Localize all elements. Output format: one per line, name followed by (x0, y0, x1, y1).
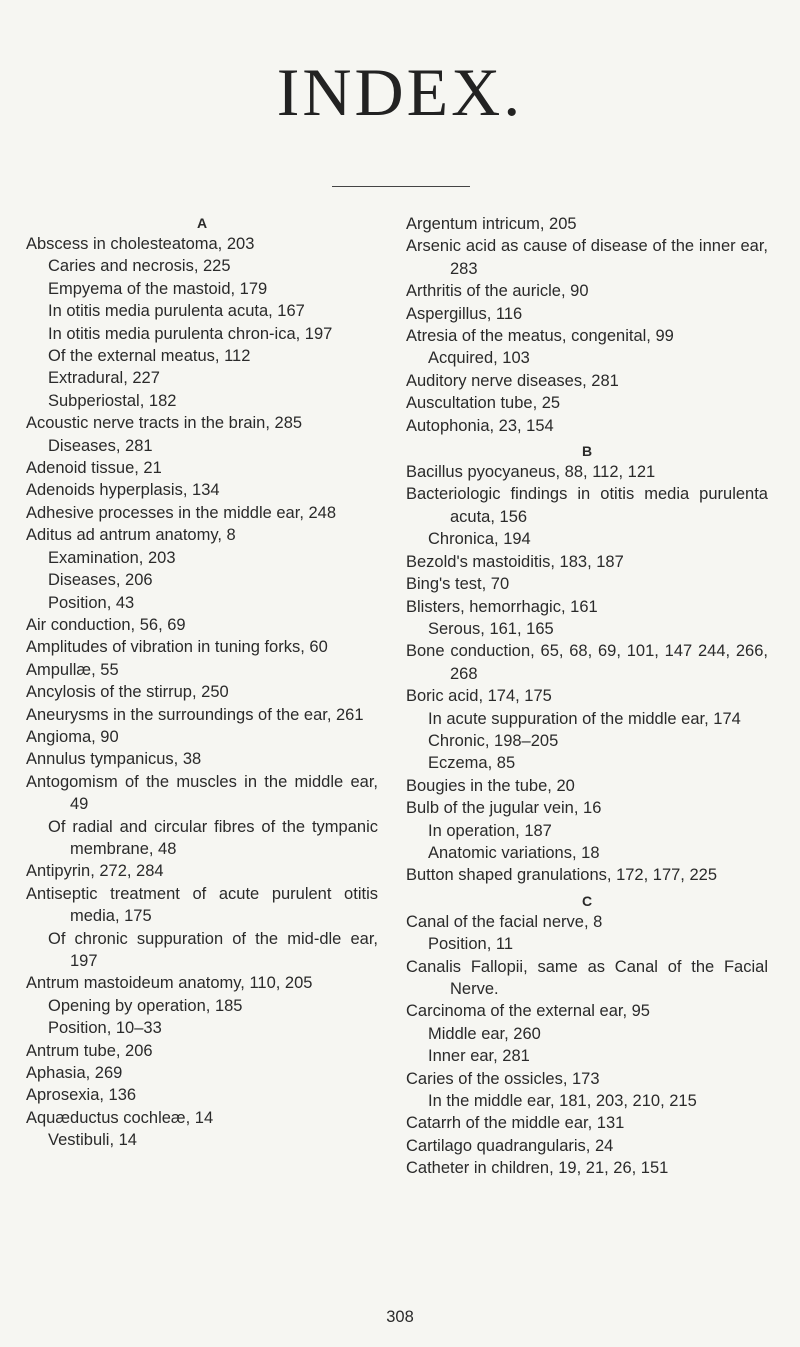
index-entry: Adenoid tissue, 21 (26, 459, 162, 478)
index-entry: Carcinoma of the external ear, 95 (406, 1002, 650, 1021)
entry-list-right-c (406, 911, 768, 1180)
index-entry: Acquired, 103 (428, 349, 530, 368)
index-entry: Opening by operation, 185 (48, 996, 243, 1015)
index-entry: Serous, 161, 165 (428, 619, 554, 638)
index-entry: Auscultation tube, 25 (406, 394, 561, 413)
index-entry: Amplitudes of vibration in tuning forks, 60 (26, 638, 328, 657)
index-entry: Canal of the facial nerve, 8 (406, 912, 603, 931)
index-entry: Button shaped granulations, 172, 177, 225 (406, 866, 717, 885)
index-entry: Of radial and circular fibres of the tympanic membrane, 48 (48, 817, 378, 858)
index-entry: Blisters, hemorrhagic, 161 (406, 597, 598, 616)
index-entry: Bing's test, 70 (406, 575, 510, 594)
index-entry: Angioma, 90 (26, 727, 119, 746)
index-entry: Antrum mastoideum anatomy, 110, 205 (26, 974, 313, 993)
index-entry: Arthritis of the auricle, 90 (406, 282, 589, 301)
index-entry: In the middle ear, 181, 203, 210, 215 (428, 1092, 697, 1111)
index-entry: Annulus tympanicus, 38 (26, 750, 202, 769)
index-entry: Autophonia, 23, 154 (406, 416, 554, 435)
index-entry: Bacillus pyocyaneus, 88, 112, 121 (406, 463, 656, 482)
title-divider (332, 186, 470, 187)
index-entry: Bone conduction, 65, 68, 69, 101, 147 244, 266, 268 (406, 642, 768, 683)
index-entry: Anatomic variations, 18 (428, 843, 600, 862)
page-number: 308 (386, 1308, 414, 1326)
index-entry: Argentum intricum, 205 (406, 215, 577, 233)
index-entry: Adenoids hyperplasis, 134 (26, 481, 220, 500)
index-entry: Arsenic acid as cause of disease of the inner ear, 283 (406, 237, 768, 278)
index-entry: Position, 43 (48, 593, 135, 612)
index-entry: Bacteriologic findings in otitis media purulenta acuta, 156 (406, 485, 768, 526)
section-heading-c: C (581, 892, 593, 909)
index-entry: Middle ear, 260 (428, 1024, 541, 1043)
index-entry: Subperiostal, 182 (48, 391, 177, 410)
index-column-right (406, 213, 768, 1180)
index-entry: Diseases, 206 (48, 571, 153, 590)
index-entry: Chronic, 198–205 (428, 731, 559, 750)
index-entry: Inner ear, 281 (428, 1047, 530, 1066)
index-entry: Aquæductus cochleæ, 14 (26, 1108, 214, 1127)
index-entry: Antrum tube, 206 (26, 1041, 153, 1060)
index-entry: Catarrh of the middle ear, 131 (406, 1114, 625, 1133)
index-entry: Canalis Fallopii, same as Canal of the Facial Nerve. (406, 957, 768, 998)
index-entry: Auditory nerve diseases, 281 (406, 371, 619, 390)
index-entry: Antogomism of the muscles in the middle ear, 49 (26, 772, 378, 814)
index-entry: In otitis media purulenta chron-ica, 197 (48, 324, 333, 343)
index-entry: Position, 10–33 (48, 1019, 162, 1038)
index-entry: Aprosexia, 136 (26, 1086, 137, 1105)
index-entry: Bougies in the tube, 20 (406, 776, 575, 795)
index-entry: Diseases, 281 (48, 436, 153, 455)
entry-list-right-b (406, 461, 768, 887)
index-entry: Acoustic nerve tracts in the brain, 285 (26, 414, 303, 433)
entry-list-left (26, 233, 378, 1152)
index-entry: Ancylosis of the stirrup, 250 (26, 683, 229, 702)
index-column-left (26, 213, 378, 1152)
index-entry: Ampullæ, 55 (26, 660, 119, 679)
index-entry: Adhesive processes in the middle ear, 248 (26, 503, 337, 522)
entry-list-right-a (406, 213, 768, 437)
index-entry: Of the external meatus, 112 (48, 347, 251, 366)
index-entry: Empyema of the mastoid, 179 (48, 279, 268, 298)
index-entry: Abscess in cholesteatoma, 203 (26, 235, 255, 253)
index-entry: Bulb of the jugular vein, 16 (406, 799, 602, 818)
section-heading-a: A (196, 215, 208, 231)
index-entry: Aspergillus, 116 (406, 304, 523, 323)
index-entry: Caries of the ossicles, 173 (406, 1069, 600, 1088)
index-entry: Examination, 203 (48, 548, 176, 567)
index-entry: Aphasia, 269 (26, 1064, 123, 1083)
index-entry: In acute suppuration of the middle ear, 174 (428, 709, 741, 728)
index-entry: Of chronic suppuration of the mid-dle ear, 197 (48, 929, 378, 970)
index-entry: Chronica, 194 (428, 530, 531, 549)
index-entry: Air conduction, 56, 69 (26, 615, 186, 634)
index-entry: Antipyrin, 272, 284 (26, 862, 164, 881)
page-title: INDEX. (276, 54, 524, 130)
index-entry: Eczema, 85 (428, 754, 516, 773)
index-entry: Atresia of the meatus, congenital, 99 (406, 327, 674, 346)
index-entry: Extradural, 227 (48, 369, 160, 388)
index-entry: Caries and necrosis, 225 (48, 257, 231, 276)
index-entry: Vestibuli, 14 (48, 1131, 137, 1150)
index-entry: Bezold's mastoiditis, 183, 187 (406, 552, 624, 571)
index-entry: Boric acid, 174, 175 (406, 687, 552, 706)
index-entry: Antiseptic treatment of acute purulent otitis media, 175 (26, 884, 378, 926)
index-entry: Cartilago quadrangularis, 24 (406, 1136, 614, 1155)
index-entry: Aneurysms in the surroundings of the ear, 261 (26, 705, 364, 724)
index-entry: Position, 11 (428, 935, 513, 954)
index-entry: Catheter in children, 19, 21, 26, 151 (406, 1159, 669, 1178)
section-heading-b: B (581, 443, 593, 460)
index-entry: Aditus ad antrum anatomy, 8 (26, 526, 236, 545)
index-entry: In otitis media purulenta acuta, 167 (48, 302, 305, 321)
index-entry: In operation, 187 (428, 821, 552, 840)
